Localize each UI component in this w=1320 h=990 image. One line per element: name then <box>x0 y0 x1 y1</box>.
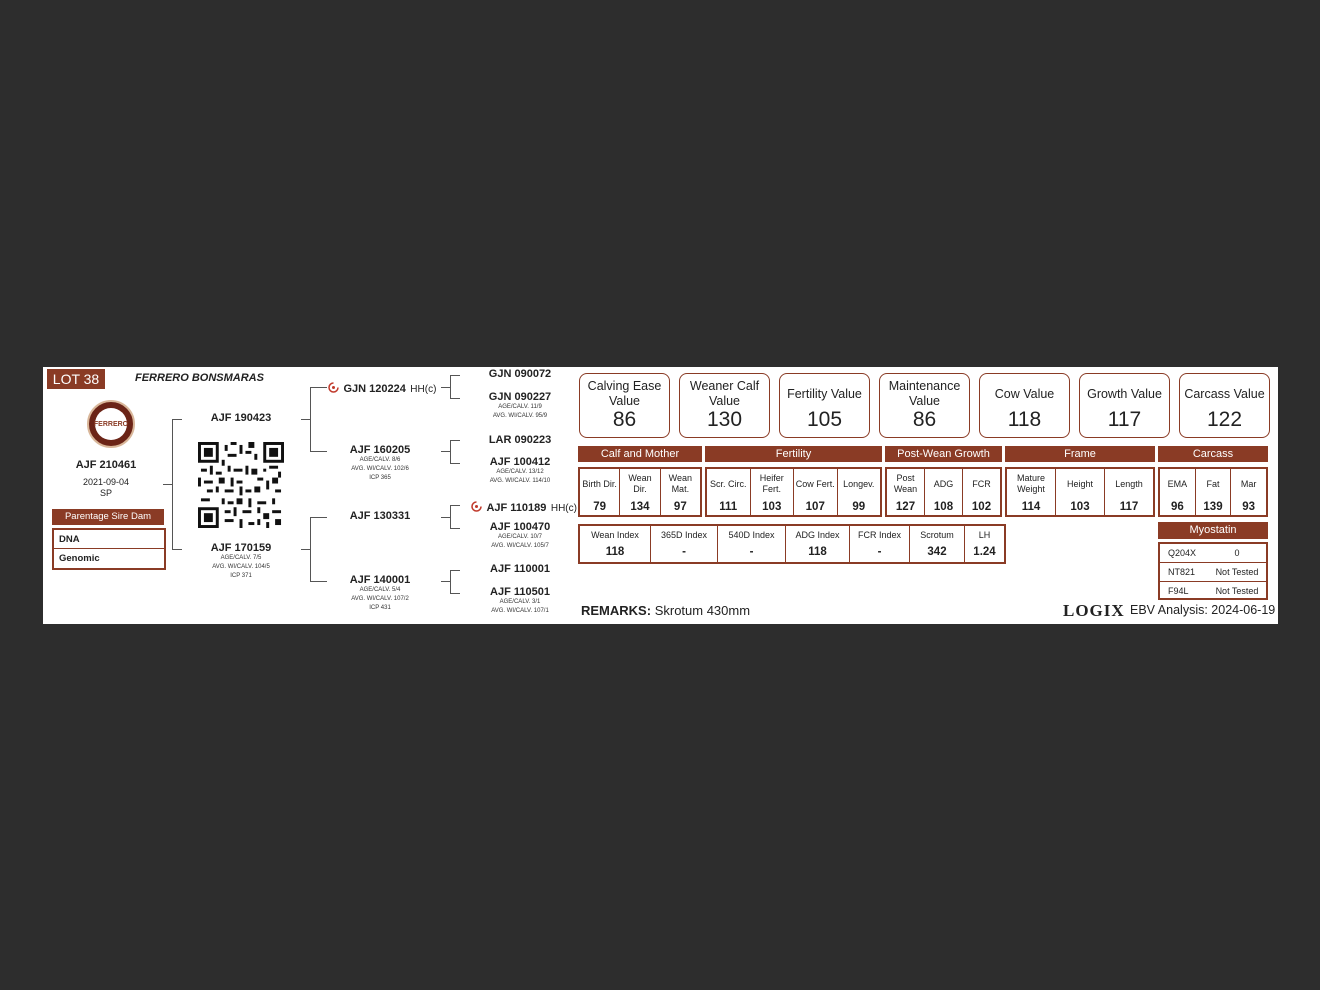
myostatin-header: Myostatin <box>1158 522 1268 539</box>
ebv-box-calf-and-mother <box>578 467 702 517</box>
animal-id: AJF 210461 <box>75 459 137 471</box>
ss-suffix: HH(c) <box>410 384 437 395</box>
index-label: 365D Index <box>660 530 708 540</box>
ebv-cell <box>793 469 837 515</box>
value-card-value: 105 <box>806 408 843 431</box>
ebv-label: Wean Dir. <box>628 473 652 494</box>
ebv-analysis-date: EBV Analysis: 2024-06-19 <box>1130 603 1276 617</box>
logo-text: FERRERO <box>93 420 129 428</box>
index-label: ADG Index <box>795 530 840 540</box>
dd-block <box>340 574 420 613</box>
value-card-label: Carcass Value <box>1184 386 1265 401</box>
value-card-label: Fertility Value <box>787 386 862 401</box>
myostatin-row <box>1160 563 1266 582</box>
ebv-label: FCR <box>972 478 991 489</box>
value-card-cow <box>979 373 1070 438</box>
myostatin-box <box>1158 542 1268 600</box>
dsd-block <box>480 521 560 551</box>
birth-date: 2021-09-04 <box>82 477 130 487</box>
sd-line2: AVG. WI/CALV. 102/6 <box>351 466 409 472</box>
sdd-block <box>480 456 560 486</box>
remarks-text: Skrotum 430mm <box>654 603 751 618</box>
qr-code-icon <box>198 442 284 528</box>
dam-line3: ICP 371 <box>230 573 252 579</box>
index-cell <box>909 526 964 562</box>
ebv-value: 99 <box>852 501 866 513</box>
index-value: - <box>749 546 754 558</box>
index-label: LH <box>978 530 991 540</box>
ssd-block <box>480 391 560 421</box>
ebv-box-fertility <box>705 467 882 517</box>
sdd-id: AJF 100412 <box>489 456 551 468</box>
parentage-genomic: Genomic <box>59 553 100 564</box>
index-value: 1.24 <box>973 546 996 558</box>
ebv-value: 103 <box>762 501 782 513</box>
dd-line1: AGE/CALV. 5/4 <box>359 587 401 593</box>
ssd-id: GJN 090227 <box>488 391 552 403</box>
value-card-value: 122 <box>1206 408 1243 431</box>
ebv-cell <box>887 469 924 515</box>
sd-line1: AGE/CALV. 8/6 <box>359 457 401 463</box>
index-cell <box>650 526 717 562</box>
index-cell <box>717 526 785 562</box>
ebv-label: Mar <box>1240 478 1257 489</box>
ebv-cell <box>1195 469 1231 515</box>
ddd-block <box>480 586 560 616</box>
ebv-value: 97 <box>673 501 687 513</box>
index-value: - <box>877 546 882 558</box>
star-sire-icon <box>328 382 339 393</box>
dds-id: AJF 110001 <box>490 563 550 575</box>
myostatin-marker: NT821 <box>1168 567 1196 577</box>
index-value: - <box>682 546 686 558</box>
remarks-label: REMARKS: <box>581 603 652 618</box>
ebv-cell <box>619 469 659 515</box>
sds-id: LAR 090223 <box>488 434 552 446</box>
ebv-cell <box>707 469 750 515</box>
value-card-fertility <box>779 373 870 438</box>
ddd-line2: AVG. WI/CALV. 107/1 <box>491 608 549 614</box>
index-cell <box>849 526 909 562</box>
myostatin-result: Not Tested <box>1215 586 1259 596</box>
ebv-label: Scr. Circ. <box>709 478 747 489</box>
ebv-label: Height <box>1066 478 1093 489</box>
ebv-box-frame <box>1005 467 1155 517</box>
ebv-cell <box>1104 469 1153 515</box>
group-frame: Frame <box>1005 446 1155 462</box>
ebv-value: 107 <box>805 501 825 513</box>
value-card-label: Weaner Calf Value <box>689 379 760 408</box>
dam-line2: AVG. WI/CALV. 104/5 <box>212 564 270 570</box>
dd-line2: AVG. WI/CALV. 107/2 <box>351 596 409 602</box>
ebv-cell <box>1055 469 1104 515</box>
ebv-cell <box>1230 469 1266 515</box>
index-label: Wean Index <box>591 530 639 540</box>
value-card-label: Cow Value <box>994 386 1055 401</box>
dsd-line2: AVG. WI/CALV. 105/7 <box>491 543 549 549</box>
ebv-value: 79 <box>593 501 607 513</box>
index-cell <box>785 526 849 562</box>
value-card-weaner-calf <box>679 373 770 438</box>
ebv-cell <box>1160 469 1195 515</box>
myostatin-row <box>1160 582 1266 600</box>
index-cell <box>964 526 1004 562</box>
dsd-id: AJF 100470 <box>489 521 551 533</box>
sd-id: AJF 160205 <box>349 444 411 456</box>
ebv-label: Fat <box>1206 478 1220 489</box>
index-value: 118 <box>808 546 827 558</box>
ebv-label: Birth Dir. <box>582 478 617 489</box>
ebv-value: 96 <box>1170 501 1184 513</box>
myostatin-marker: Q204X <box>1168 548 1197 558</box>
dsd-line1: AGE/CALV. 10/7 <box>497 534 543 540</box>
dam-block <box>203 542 279 581</box>
ebv-value: 93 <box>1242 501 1256 513</box>
parentage-box <box>52 528 166 570</box>
myostatin-marker: F94L <box>1168 586 1189 596</box>
index-value: 342 <box>927 546 947 558</box>
ddd-line1: AGE/CALV. 3/1 <box>499 599 541 605</box>
value-card-value: 86 <box>912 408 937 431</box>
ebv-label: Longev. <box>843 478 875 489</box>
parentage-header: Parentage Sire Dam <box>52 509 164 525</box>
myostatin-row <box>1160 544 1266 563</box>
ddd-id: AJF 110501 <box>490 586 550 598</box>
ebv-label: Heifer Fert. <box>759 473 784 494</box>
ebv-label: Length <box>1115 478 1143 489</box>
index-cell <box>580 526 650 562</box>
ebv-value: 117 <box>1119 501 1139 513</box>
sd-block <box>340 444 420 483</box>
ebv-label: Mature Weight <box>1016 473 1045 494</box>
ebv-value: 134 <box>630 501 650 513</box>
lot-card <box>43 367 1278 624</box>
ebv-label: EMA <box>1167 478 1188 489</box>
value-card-value: 86 <box>612 408 637 431</box>
ebv-cell <box>962 469 1000 515</box>
sss-id: GJN 090072 <box>488 368 552 380</box>
value-card-carcass <box>1179 373 1270 438</box>
group-carcass: Carcass <box>1158 446 1268 462</box>
index-box <box>578 524 1006 564</box>
ebv-cell <box>924 469 962 515</box>
index-label: 540D Index <box>728 530 775 540</box>
sdd-line2: AVG. WI/CALV. 114/10 <box>489 478 551 484</box>
ebv-value: 139 <box>1203 501 1223 513</box>
dss-block <box>471 498 581 516</box>
breed-code: SP <box>99 488 112 498</box>
ebv-value: 108 <box>933 501 954 513</box>
group-fertility: Fertility <box>705 446 882 462</box>
sdd-line1: AGE/CALV. 13/12 <box>496 469 544 475</box>
ebv-label: Cow Fert. <box>795 478 835 489</box>
dd-line3: ICP 431 <box>369 605 391 611</box>
parentage-dna: DNA <box>54 530 164 549</box>
ebv-cell <box>1007 469 1055 515</box>
index-label: Scrotum <box>920 530 954 540</box>
ebv-value: 114 <box>1021 501 1041 513</box>
value-card-label: Growth Value <box>1087 386 1162 401</box>
ebv-value: 111 <box>719 501 738 513</box>
ebv-value: 103 <box>1070 501 1090 513</box>
lot-badge: LOT 38 <box>47 369 105 389</box>
ebv-label: Wean Mat. <box>668 473 692 494</box>
ebv-value: 102 <box>971 501 992 513</box>
value-card-growth <box>1079 373 1170 438</box>
dam-line1: AGE/CALV. 7/5 <box>220 555 262 561</box>
ebv-label: Post Wean <box>893 473 918 494</box>
ebv-cell <box>580 469 619 515</box>
ebv-cell <box>837 469 881 515</box>
dss-id: AJF 110189 <box>486 502 547 514</box>
ss-id: GJN 120224 <box>343 383 406 395</box>
ebv-cell <box>660 469 700 515</box>
myostatin-result: 0 <box>1234 548 1240 558</box>
ss-block <box>328 379 438 397</box>
ssd-line2: AVG. WI/CALV. 95/9 <box>492 413 548 419</box>
index-value: 118 <box>605 546 625 558</box>
value-card-calving-ease <box>579 373 670 438</box>
logix-logo: LOGIX <box>1063 601 1125 620</box>
myostatin-result: Not Tested <box>1215 567 1259 577</box>
index-label: FCR Index <box>857 530 901 540</box>
dss-suffix: HH(c) <box>550 503 577 514</box>
sire-id: AJF 190423 <box>210 412 272 424</box>
dd-id: AJF 140001 <box>349 574 411 586</box>
ds-id: AJF 130331 <box>349 510 411 522</box>
sd-line3: ICP 365 <box>369 475 391 481</box>
value-card-maintenance <box>879 373 970 438</box>
remarks <box>581 603 750 618</box>
ssd-line1: AGE/CALV. 11/9 <box>498 404 542 410</box>
value-card-value: 117 <box>1107 408 1142 431</box>
ebv-box-carcass <box>1158 467 1268 517</box>
ebv-value: 127 <box>895 501 916 513</box>
value-card-value: 130 <box>706 408 743 431</box>
star-sire-icon <box>471 501 482 512</box>
ferrero-logo-icon <box>87 400 135 448</box>
farm-name: FERRERO BONSMARAS <box>135 372 264 384</box>
ebv-box-post-wean-growth <box>885 467 1002 517</box>
value-card-label: Maintenance Value <box>888 379 961 408</box>
ebv-label: ADG <box>933 478 954 489</box>
group-calf-and-mother: Calf and Mother <box>578 446 702 462</box>
value-card-label: Calving Ease Value <box>587 379 662 408</box>
group-post-wean-growth: Post-Wean Growth <box>885 446 1002 462</box>
value-card-value: 118 <box>1007 408 1042 431</box>
ebv-cell <box>750 469 794 515</box>
dam-id: AJF 170159 <box>210 542 272 554</box>
